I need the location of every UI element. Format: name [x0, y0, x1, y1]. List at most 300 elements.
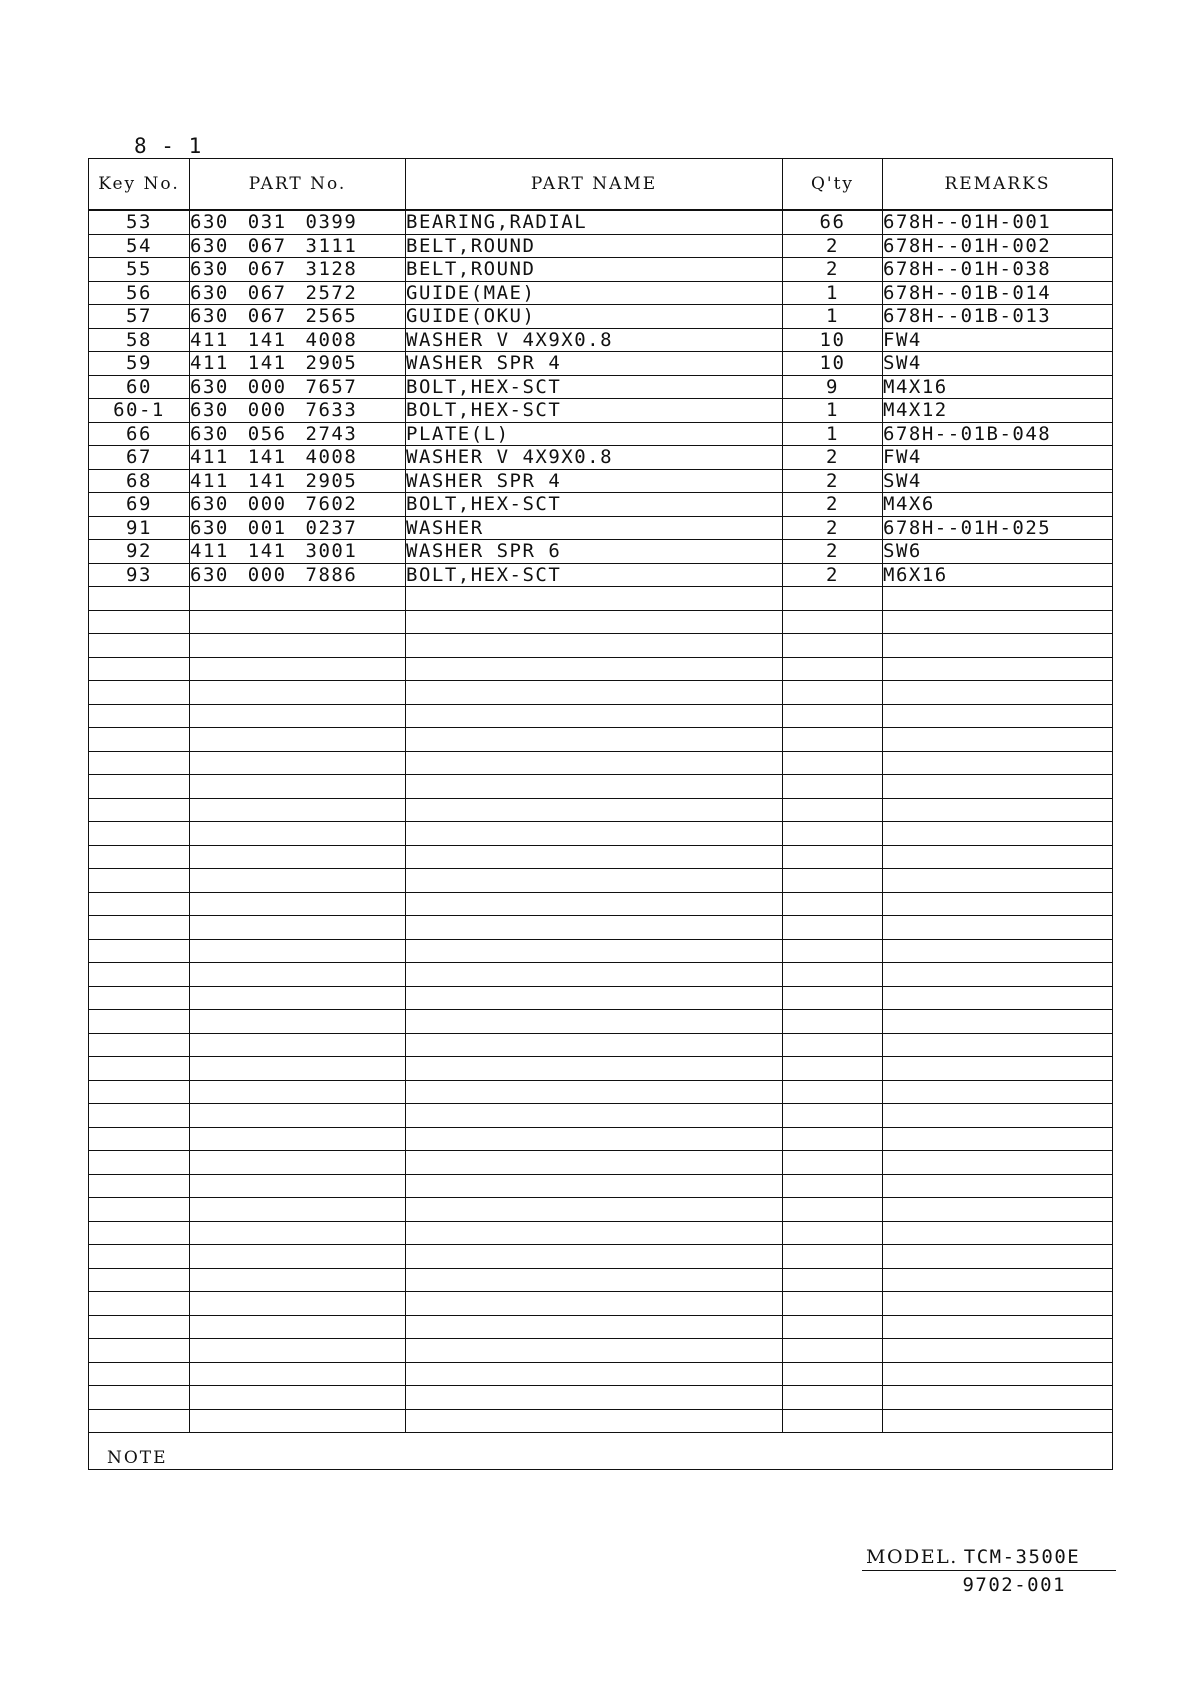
- cell-key-no: 60-1: [89, 399, 190, 423]
- table-row: [89, 1151, 1113, 1175]
- table-row: [89, 963, 1113, 987]
- cell-qty: [783, 728, 883, 752]
- model-label: MODEL.: [866, 1546, 958, 1568]
- table-row: [89, 1386, 1113, 1410]
- cell-remarks: [883, 892, 1113, 916]
- cell-qty: 2: [783, 469, 883, 493]
- cell-part-no: [190, 681, 406, 705]
- cell-part-no: [190, 939, 406, 963]
- cell-key-no: [89, 1409, 190, 1433]
- cell-part-name: [406, 1174, 783, 1198]
- cell-remarks: [883, 1080, 1113, 1104]
- cell-qty: 2: [783, 493, 883, 517]
- cell-part-no: [190, 610, 406, 634]
- table-row: [89, 446, 1113, 470]
- table-row: [89, 1221, 1113, 1245]
- cell-part-name: WASHER V 4X9X0.8: [406, 328, 783, 352]
- cell-key-no: [89, 775, 190, 799]
- cell-part-name: BEARING,RADIAL: [406, 210, 783, 234]
- cell-qty: [783, 1362, 883, 1386]
- cell-part-name: [406, 681, 783, 705]
- cell-qty: 2: [783, 258, 883, 282]
- cell-remarks: [883, 634, 1113, 658]
- cell-remarks: [883, 1010, 1113, 1034]
- cell-key-no: [89, 1245, 190, 1269]
- cell-part-name: WASHER V 4X9X0.8: [406, 446, 783, 470]
- cell-key-no: 59: [89, 352, 190, 376]
- cell-key-no: [89, 1339, 190, 1363]
- cell-part-no: [190, 1339, 406, 1363]
- cell-qty: 2: [783, 516, 883, 540]
- cell-part-no: [190, 1245, 406, 1269]
- cell-part-name: [406, 845, 783, 869]
- table-row: [89, 704, 1113, 728]
- cell-key-no: [89, 1033, 190, 1057]
- cell-remarks: [883, 751, 1113, 775]
- cell-qty: [783, 986, 883, 1010]
- cell-part-no: 411 141 3001: [190, 540, 406, 564]
- section-number: 8 - 1: [134, 134, 203, 158]
- cell-part-no: [190, 892, 406, 916]
- table-row: [89, 657, 1113, 681]
- cell-part-name: [406, 986, 783, 1010]
- cell-remarks: [883, 1409, 1113, 1433]
- cell-qty: 2: [783, 540, 883, 564]
- parts-list-table: [88, 158, 1113, 1470]
- cell-part-name: BOLT,HEX-SCT: [406, 493, 783, 517]
- cell-part-no: [190, 1080, 406, 1104]
- cell-remarks: [883, 822, 1113, 846]
- cell-qty: [783, 1033, 883, 1057]
- cell-part-name: PLATE(L): [406, 422, 783, 446]
- table-row: [89, 892, 1113, 916]
- cell-remarks: [883, 587, 1113, 611]
- cell-part-name: [406, 775, 783, 799]
- table-row: [89, 1010, 1113, 1034]
- cell-remarks: [883, 610, 1113, 634]
- table-row: [89, 1362, 1113, 1386]
- cell-part-name: [406, 1292, 783, 1316]
- cell-qty: [783, 798, 883, 822]
- cell-part-name: GUIDE(OKU): [406, 305, 783, 329]
- table-row: [89, 1245, 1113, 1269]
- cell-part-name: [406, 939, 783, 963]
- cell-part-name: BOLT,HEX-SCT: [406, 563, 783, 587]
- table-row: [89, 493, 1113, 517]
- table-row: [89, 540, 1113, 564]
- cell-key-no: [89, 1268, 190, 1292]
- table-row: [89, 1409, 1113, 1433]
- cell-remarks: [883, 657, 1113, 681]
- table-row: [89, 516, 1113, 540]
- cell-qty: [783, 610, 883, 634]
- cell-part-no: [190, 986, 406, 1010]
- table-row: [89, 1104, 1113, 1128]
- cell-remarks: FW4: [883, 328, 1113, 352]
- cell-part-no: [190, 1151, 406, 1175]
- model-value: TCM-3500E: [963, 1546, 1081, 1568]
- cell-qty: [783, 939, 883, 963]
- table-row: [89, 1080, 1113, 1104]
- cell-key-no: 54: [89, 234, 190, 258]
- cell-key-no: [89, 1174, 190, 1198]
- cell-remarks: [883, 775, 1113, 799]
- cell-qty: [783, 657, 883, 681]
- cell-part-name: [406, 916, 783, 940]
- cell-qty: [783, 1409, 883, 1433]
- cell-remarks: [883, 728, 1113, 752]
- table-row: [89, 210, 1113, 234]
- cell-part-no: 630 056 2743: [190, 422, 406, 446]
- cell-part-no: [190, 775, 406, 799]
- cell-key-no: 68: [89, 469, 190, 493]
- cell-qty: 2: [783, 234, 883, 258]
- cell-part-no: [190, 1104, 406, 1128]
- cell-key-no: [89, 963, 190, 987]
- cell-key-no: [89, 1362, 190, 1386]
- table-row: [89, 375, 1113, 399]
- cell-part-no: 411 141 2905: [190, 352, 406, 376]
- table-row: [89, 1292, 1113, 1316]
- cell-key-no: [89, 916, 190, 940]
- cell-qty: 1: [783, 305, 883, 329]
- cell-part-no: [190, 1010, 406, 1034]
- cell-part-no: [190, 822, 406, 846]
- note-row: [89, 1433, 1113, 1470]
- cell-part-no: [190, 1198, 406, 1222]
- cell-qty: [783, 1221, 883, 1245]
- cell-remarks: 678H--01H-001: [883, 210, 1113, 234]
- cell-qty: [783, 1245, 883, 1269]
- cell-part-name: [406, 1362, 783, 1386]
- cell-key-no: [89, 728, 190, 752]
- document-number: 9702-001: [962, 1574, 1066, 1596]
- cell-remarks: [883, 681, 1113, 705]
- table-row: [89, 1339, 1113, 1363]
- cell-part-no: [190, 1315, 406, 1339]
- cell-remarks: M4X16: [883, 375, 1113, 399]
- cell-part-no: 630 000 7602: [190, 493, 406, 517]
- cell-qty: 66: [783, 210, 883, 234]
- cell-remarks: [883, 1386, 1113, 1410]
- table-row: [89, 1033, 1113, 1057]
- cell-part-no: [190, 1127, 406, 1151]
- cell-part-no: 630 000 7657: [190, 375, 406, 399]
- cell-part-no: 630 067 3111: [190, 234, 406, 258]
- cell-part-name: [406, 1151, 783, 1175]
- cell-part-no: [190, 751, 406, 775]
- cell-qty: [783, 681, 883, 705]
- cell-remarks: [883, 1198, 1113, 1222]
- cell-remarks: FW4: [883, 446, 1113, 470]
- cell-qty: 10: [783, 352, 883, 376]
- table-row: [89, 328, 1113, 352]
- cell-qty: [783, 845, 883, 869]
- cell-qty: [783, 1315, 883, 1339]
- cell-qty: [783, 1198, 883, 1222]
- cell-part-no: [190, 1409, 406, 1433]
- header-remarks: REMARKS: [883, 159, 1113, 211]
- cell-part-name: [406, 1010, 783, 1034]
- cell-remarks: [883, 1362, 1113, 1386]
- cell-key-no: [89, 986, 190, 1010]
- model-block: [862, 1546, 1116, 1596]
- cell-remarks: [883, 704, 1113, 728]
- cell-key-no: [89, 1104, 190, 1128]
- cell-remarks: 678H--01B-014: [883, 281, 1113, 305]
- table-row: [89, 305, 1113, 329]
- model-line: [862, 1546, 1116, 1571]
- table-row: [89, 728, 1113, 752]
- cell-qty: [783, 1151, 883, 1175]
- cell-key-no: [89, 1010, 190, 1034]
- cell-part-name: [406, 892, 783, 916]
- table-row: [89, 234, 1113, 258]
- cell-qty: 1: [783, 422, 883, 446]
- cell-qty: 10: [783, 328, 883, 352]
- cell-part-name: BELT,ROUND: [406, 234, 783, 258]
- parts-table-body: [89, 210, 1113, 1433]
- cell-part-no: 411 141 2905: [190, 469, 406, 493]
- cell-key-no: [89, 869, 190, 893]
- cell-part-name: [406, 610, 783, 634]
- cell-key-no: 53: [89, 210, 190, 234]
- cell-remarks: [883, 1174, 1113, 1198]
- cell-part-name: WASHER SPR 4: [406, 352, 783, 376]
- cell-part-name: [406, 728, 783, 752]
- cell-part-name: [406, 1339, 783, 1363]
- table-row: [89, 822, 1113, 846]
- cell-remarks: [883, 1292, 1113, 1316]
- cell-key-no: [89, 892, 190, 916]
- table-row: [89, 1315, 1113, 1339]
- cell-part-name: [406, 798, 783, 822]
- cell-part-name: [406, 1245, 783, 1269]
- cell-part-name: [406, 1409, 783, 1433]
- cell-qty: [783, 1292, 883, 1316]
- cell-part-name: [406, 1057, 783, 1081]
- cell-key-no: [89, 610, 190, 634]
- cell-remarks: 678H--01B-048: [883, 422, 1113, 446]
- cell-key-no: [89, 939, 190, 963]
- cell-part-no: 630 031 0399: [190, 210, 406, 234]
- cell-qty: [783, 1339, 883, 1363]
- cell-qty: 2: [783, 446, 883, 470]
- cell-key-no: 92: [89, 540, 190, 564]
- cell-remarks: [883, 798, 1113, 822]
- cell-part-name: [406, 1221, 783, 1245]
- table-row: [89, 1268, 1113, 1292]
- cell-key-no: 56: [89, 281, 190, 305]
- cell-remarks: [883, 916, 1113, 940]
- note-box: [89, 1433, 1113, 1470]
- cell-part-no: [190, 657, 406, 681]
- cell-key-no: [89, 1386, 190, 1410]
- cell-remarks: [883, 986, 1113, 1010]
- cell-part-no: [190, 1268, 406, 1292]
- cell-part-no: [190, 587, 406, 611]
- cell-qty: [783, 963, 883, 987]
- cell-part-no: 411 141 4008: [190, 446, 406, 470]
- cell-qty: [783, 1057, 883, 1081]
- cell-remarks: [883, 1151, 1113, 1175]
- cell-remarks: [883, 1339, 1113, 1363]
- cell-part-name: [406, 1198, 783, 1222]
- cell-qty: [783, 775, 883, 799]
- cell-part-no: 411 141 4008: [190, 328, 406, 352]
- cell-key-no: 57: [89, 305, 190, 329]
- cell-part-no: 630 000 7633: [190, 399, 406, 423]
- table-row: [89, 281, 1113, 305]
- cell-part-no: [190, 1292, 406, 1316]
- cell-remarks: [883, 869, 1113, 893]
- table-header-row: [89, 159, 1113, 211]
- cell-part-name: [406, 587, 783, 611]
- cell-key-no: 67: [89, 446, 190, 470]
- cell-key-no: 69: [89, 493, 190, 517]
- cell-part-name: WASHER SPR 6: [406, 540, 783, 564]
- table-row: [89, 610, 1113, 634]
- cell-remarks: SW4: [883, 352, 1113, 376]
- cell-key-no: [89, 1221, 190, 1245]
- cell-qty: [783, 869, 883, 893]
- header-qty: Q'ty: [783, 159, 883, 211]
- cell-part-name: [406, 1104, 783, 1128]
- cell-key-no: [89, 634, 190, 658]
- cell-part-no: 630 000 7886: [190, 563, 406, 587]
- cell-qty: [783, 916, 883, 940]
- cell-part-no: [190, 1174, 406, 1198]
- cell-part-no: 630 001 0237: [190, 516, 406, 540]
- cell-remarks: 678H--01H-002: [883, 234, 1113, 258]
- cell-key-no: [89, 1292, 190, 1316]
- cell-part-no: [190, 634, 406, 658]
- cell-part-no: 630 067 3128: [190, 258, 406, 282]
- table-row: [89, 775, 1113, 799]
- cell-part-name: [406, 1033, 783, 1057]
- table-row: [89, 986, 1113, 1010]
- cell-part-no: 630 067 2565: [190, 305, 406, 329]
- cell-part-name: [406, 822, 783, 846]
- cell-qty: 9: [783, 375, 883, 399]
- cell-part-name: [406, 1268, 783, 1292]
- cell-key-no: [89, 681, 190, 705]
- cell-key-no: [89, 822, 190, 846]
- cell-qty: [783, 704, 883, 728]
- cell-qty: [783, 1268, 883, 1292]
- cell-part-name: WASHER SPR 4: [406, 469, 783, 493]
- cell-qty: [783, 1080, 883, 1104]
- cell-part-no: [190, 916, 406, 940]
- cell-key-no: [89, 751, 190, 775]
- table-row: [89, 1127, 1113, 1151]
- cell-qty: [783, 1174, 883, 1198]
- cell-qty: [783, 892, 883, 916]
- cell-part-name: [406, 1080, 783, 1104]
- cell-remarks: [883, 939, 1113, 963]
- table-row: [89, 1057, 1113, 1081]
- cell-remarks: [883, 1268, 1113, 1292]
- cell-qty: [783, 1386, 883, 1410]
- cell-qty: [783, 1010, 883, 1034]
- cell-remarks: M6X16: [883, 563, 1113, 587]
- cell-qty: [783, 587, 883, 611]
- table-row: [89, 563, 1113, 587]
- cell-remarks: M4X6: [883, 493, 1113, 517]
- table-row: [89, 939, 1113, 963]
- cell-key-no: 93: [89, 563, 190, 587]
- cell-remarks: 678H--01H-038: [883, 258, 1113, 282]
- cell-part-no: [190, 728, 406, 752]
- cell-key-no: [89, 1127, 190, 1151]
- table-row: [89, 916, 1113, 940]
- cell-qty: [783, 1104, 883, 1128]
- cell-qty: [783, 634, 883, 658]
- cell-part-no: [190, 1033, 406, 1057]
- cell-qty: [783, 822, 883, 846]
- header-key-no: Key No.: [89, 159, 190, 211]
- cell-key-no: [89, 1151, 190, 1175]
- table-row: [89, 1174, 1113, 1198]
- cell-remarks: [883, 1033, 1113, 1057]
- cell-part-no: [190, 1362, 406, 1386]
- cell-part-no: [190, 869, 406, 893]
- table-row: [89, 587, 1113, 611]
- cell-part-name: [406, 657, 783, 681]
- cell-qty: 1: [783, 281, 883, 305]
- cell-key-no: [89, 1198, 190, 1222]
- cell-remarks: [883, 1057, 1113, 1081]
- cell-part-name: WASHER: [406, 516, 783, 540]
- cell-key-no: [89, 657, 190, 681]
- cell-qty: 1: [783, 399, 883, 423]
- cell-part-no: [190, 845, 406, 869]
- table-row: [89, 469, 1113, 493]
- cell-remarks: [883, 1104, 1113, 1128]
- cell-remarks: [883, 963, 1113, 987]
- cell-remarks: [883, 1315, 1113, 1339]
- table-row: [89, 634, 1113, 658]
- cell-part-name: [406, 1386, 783, 1410]
- cell-part-name: BOLT,HEX-SCT: [406, 375, 783, 399]
- cell-part-name: [406, 1315, 783, 1339]
- cell-key-no: 66: [89, 422, 190, 446]
- note-label: NOTE: [107, 1448, 168, 1468]
- cell-key-no: [89, 798, 190, 822]
- cell-part-name: [406, 634, 783, 658]
- cell-remarks: 678H--01B-013: [883, 305, 1113, 329]
- cell-key-no: 55: [89, 258, 190, 282]
- cell-part-no: [190, 704, 406, 728]
- table-row: [89, 798, 1113, 822]
- cell-part-no: 630 067 2572: [190, 281, 406, 305]
- cell-key-no: [89, 1080, 190, 1104]
- cell-part-no: [190, 1057, 406, 1081]
- table-row: [89, 1198, 1113, 1222]
- cell-part-name: BELT,ROUND: [406, 258, 783, 282]
- cell-remarks: [883, 1245, 1113, 1269]
- table-row: [89, 399, 1113, 423]
- cell-key-no: 58: [89, 328, 190, 352]
- cell-qty: [783, 751, 883, 775]
- cell-key-no: [89, 1057, 190, 1081]
- table-row: [89, 681, 1113, 705]
- cell-key-no: [89, 704, 190, 728]
- cell-remarks: [883, 845, 1113, 869]
- header-part-name: PART NAME: [406, 159, 783, 211]
- table-row: [89, 869, 1113, 893]
- cell-part-name: GUIDE(MAE): [406, 281, 783, 305]
